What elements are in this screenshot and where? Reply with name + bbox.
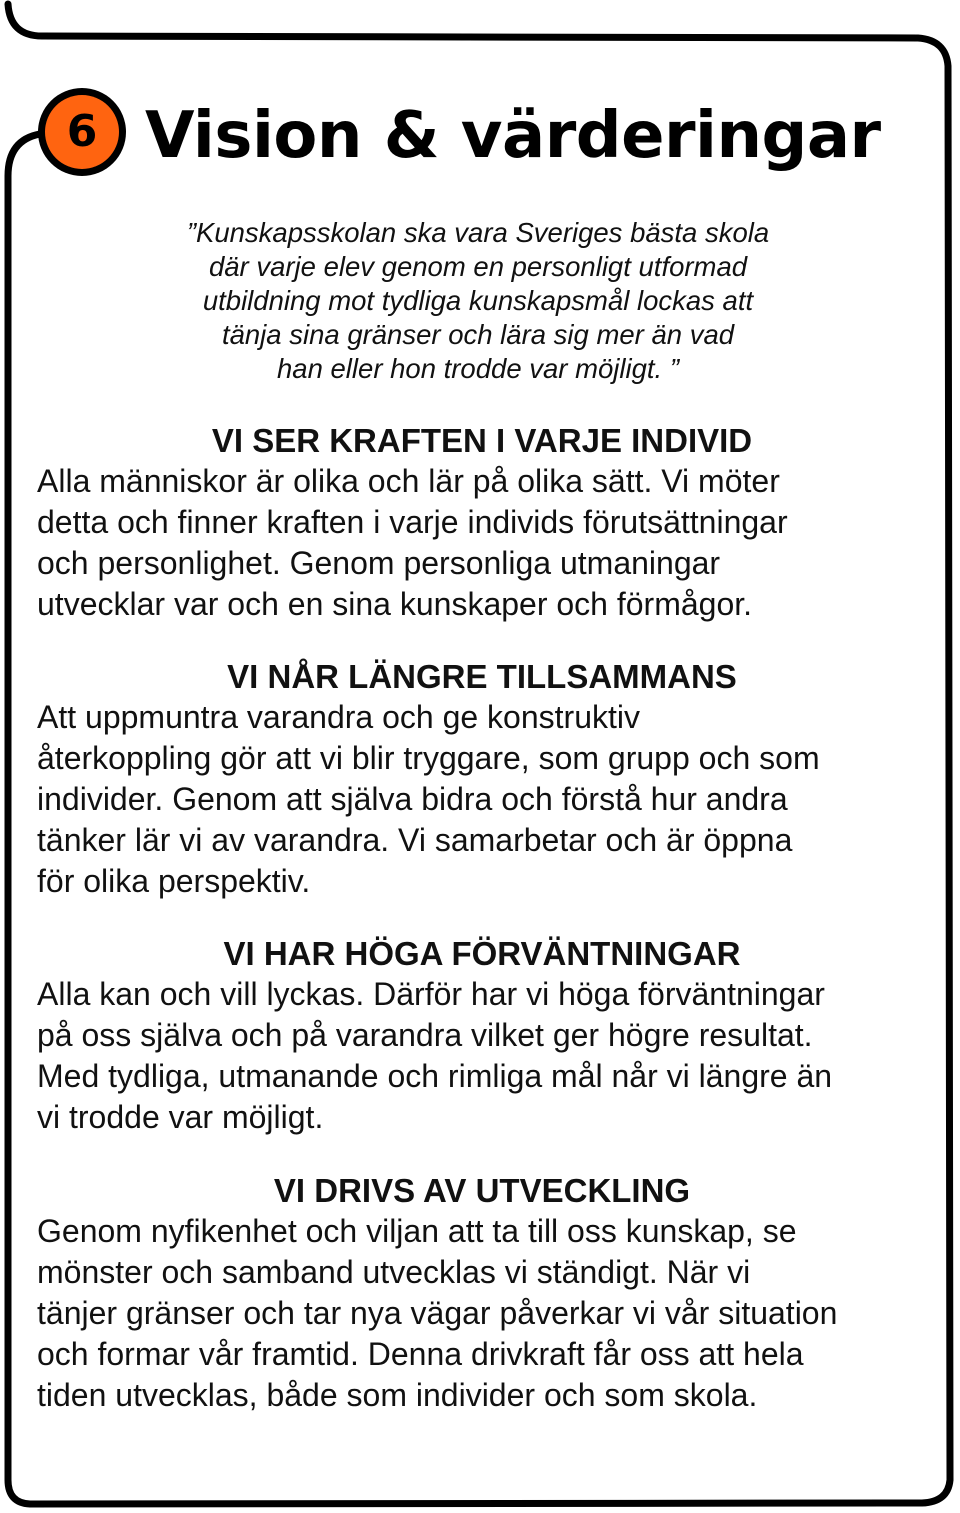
quote-line: han eller hon trodde var möjligt. ” (276, 353, 679, 384)
quote-line: ”Kunskapsskolan ska vara Sveriges bästa skola (186, 217, 770, 248)
quote-line: där varje elev genom en personligt utformad (208, 251, 748, 282)
quote-line: utbildning mot tydliga kunskapsmål lockas att (202, 285, 754, 316)
section-body (37, 974, 927, 1138)
body-line: vi trodde var möjligt. (37, 1099, 324, 1135)
body-line: detta och finner kraften i varje individs förutsättningar (37, 504, 788, 540)
value-section-together (37, 657, 927, 902)
body-line: mönster och samband utvecklas vi ständigt. När vi (37, 1254, 751, 1290)
section-heading: VI NÅR LÄNGRE TILLSAMMANS (227, 658, 737, 695)
section-heading: VI DRIVS AV UTVECKLING (273, 1172, 691, 1209)
section-heading: VI HAR HÖGA FÖRVÄNTNINGAR (223, 935, 741, 972)
body-line: tänker lär vi av varandra. Vi samarbetar och är öppna (37, 822, 793, 858)
section-number-badge (38, 88, 126, 176)
body-line: Att uppmuntra varandra och ge konstruktiv (37, 699, 640, 735)
body-line: och personlighet. Genom personliga utmaningar (37, 545, 721, 581)
body-line: för olika perspektiv. (37, 863, 311, 899)
value-section-development (37, 1171, 927, 1416)
body-line: Med tydliga, utmanande och rimliga mål når vi längre än (37, 1058, 833, 1094)
section-body (37, 1211, 927, 1416)
body-line: Genom nyfikenhet och viljan att ta till oss kunskap, se (37, 1213, 797, 1249)
value-section-individual (37, 421, 927, 625)
quote-line: tänja sina gränser och lära sig mer än vad (221, 319, 735, 350)
body-line: på oss själva och på varandra vilket ger högre resultat. (37, 1017, 813, 1053)
value-section-expectations (37, 934, 927, 1138)
section-body (37, 461, 927, 625)
page-title: Vision & värderingar (145, 99, 881, 173)
body-line: utvecklar var och en sina kunskaper och förmågor. (37, 586, 753, 622)
vision-quote (160, 216, 796, 386)
body-line: återkoppling gör att vi blir tryggare, som grupp och som (37, 740, 820, 776)
section-heading: VI SER KRAFTEN I VARJE INDIVID (211, 422, 753, 459)
section-number: 6 (45, 95, 119, 169)
body-line: Alla människor är olika och lär på olika sätt. Vi möter (37, 463, 780, 499)
body-line: Alla kan och vill lyckas. Därför har vi höga förväntningar (37, 976, 825, 1012)
body-line: individer. Genom att själva bidra och förstå hur andra (37, 781, 788, 817)
body-line: och formar vår framtid. Denna drivkraft får oss att hela (37, 1336, 804, 1372)
body-line: tiden utvecklas, både som individer och som skola. (37, 1377, 758, 1413)
section-body (37, 697, 927, 902)
body-line: tänjer gränser och tar nya vägar påverkar vi vår situation (37, 1295, 838, 1331)
